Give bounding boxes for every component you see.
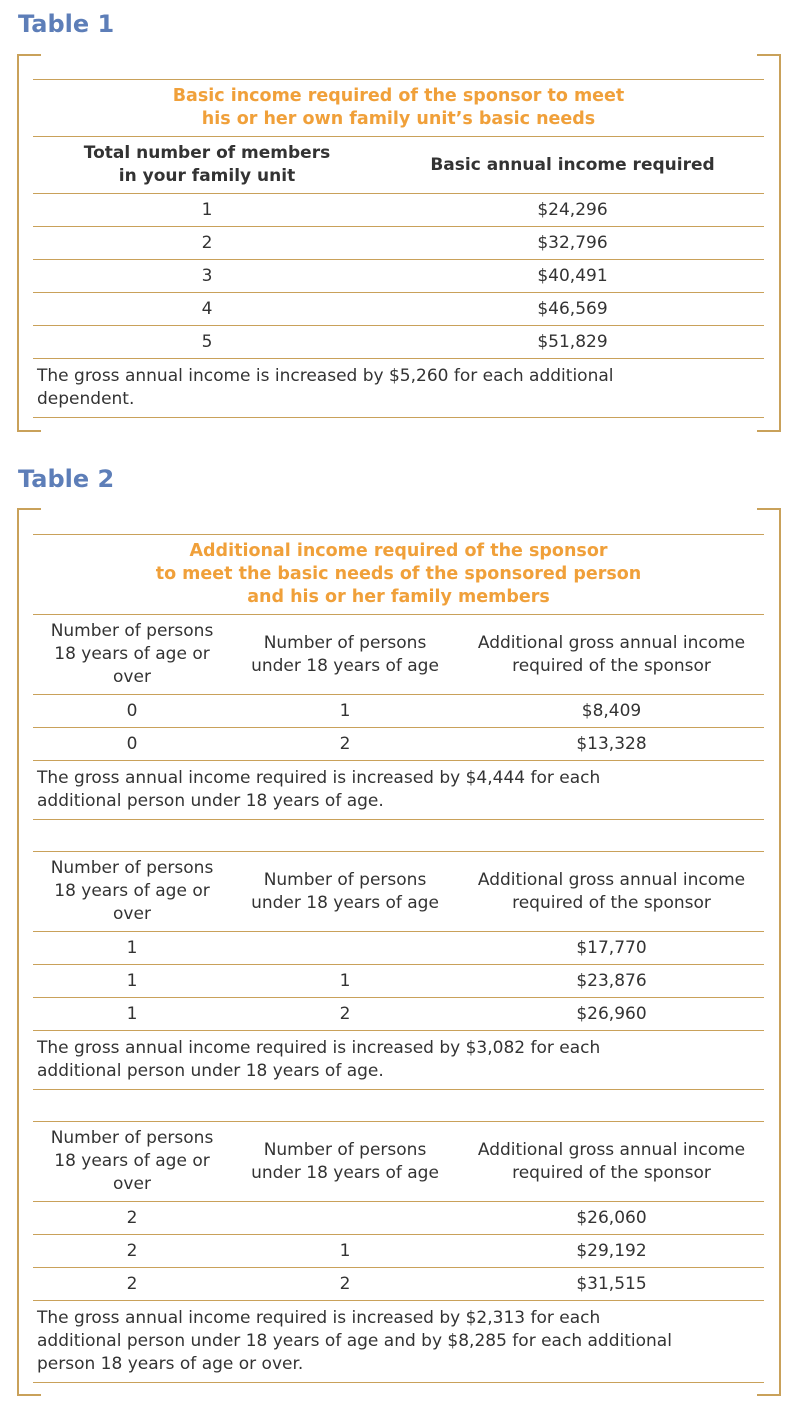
table-row <box>33 1202 764 1235</box>
income-cell: $23,876 <box>459 965 764 998</box>
table-row <box>33 695 764 728</box>
table-1 <box>33 79 764 418</box>
table-row <box>33 293 764 326</box>
group-2-note: The gross annual income required is increased by $3,082 for each additional person under 18 years of age. <box>33 1031 764 1090</box>
col-minors-header: Number of persons under 18 years of age <box>231 1122 459 1202</box>
table-2-heading: Table 2 <box>18 465 115 493</box>
table-1-heading: Table 1 <box>18 10 115 38</box>
col-adults-header: Number of persons 18 years of age or over <box>33 852 231 932</box>
table-row <box>33 194 764 227</box>
income-cell: $17,770 <box>459 932 764 965</box>
adults-cell: 1 <box>33 932 231 965</box>
col-income-header: Additional gross annual income required of the sponsor <box>459 1122 764 1202</box>
table-1-note: The gross annual income is increased by $5,260 for each additional dependent. <box>33 359 764 418</box>
income-cell: $13,328 <box>459 728 764 761</box>
col-minors-header: Number of persons under 18 years of age <box>231 852 459 932</box>
members-cell: 3 <box>33 260 381 293</box>
income-cell: $32,796 <box>381 227 764 260</box>
income-cell: $8,409 <box>459 695 764 728</box>
table-row <box>33 326 764 359</box>
income-cell: $26,960 <box>459 998 764 1031</box>
income-cell: $29,192 <box>459 1235 764 1268</box>
members-cell: 5 <box>33 326 381 359</box>
table-2-caption: Additional income required of the sponsor to meet the basic needs of the sponsored person and his or her family members <box>33 535 764 615</box>
col-income-header: Additional gross annual income required of the sponsor <box>459 615 764 695</box>
income-cell: $40,491 <box>381 260 764 293</box>
adults-cell: 0 <box>33 695 231 728</box>
members-cell: 4 <box>33 293 381 326</box>
col-minors-header: Number of persons under 18 years of age <box>231 615 459 695</box>
table-row <box>33 1268 764 1301</box>
table-1-col-income-header: Basic annual income required <box>381 137 764 194</box>
income-cell: $46,569 <box>381 293 764 326</box>
minors-cell: 2 <box>231 1268 459 1301</box>
minors-cell <box>231 932 459 965</box>
col-adults-header: Number of persons 18 years of age or over <box>33 615 231 695</box>
adults-cell: 1 <box>33 998 231 1031</box>
table-row <box>33 965 764 998</box>
income-cell: $26,060 <box>459 1202 764 1235</box>
table-row <box>33 227 764 260</box>
table-row <box>33 728 764 761</box>
members-cell: 2 <box>33 227 381 260</box>
table-2-caption-table <box>33 534 764 615</box>
adults-cell: 2 <box>33 1202 231 1235</box>
minors-cell <box>231 1202 459 1235</box>
adults-cell: 2 <box>33 1235 231 1268</box>
minors-cell: 1 <box>231 695 459 728</box>
table-row <box>33 932 764 965</box>
table-2-group-1 <box>33 614 764 820</box>
minors-cell: 2 <box>231 998 459 1031</box>
adults-cell: 1 <box>33 965 231 998</box>
table-2-group-2 <box>33 851 764 1090</box>
group-1-note: The gross annual income required is increased by $4,444 for each additional person under 18 years of age. <box>33 761 764 820</box>
adults-cell: 2 <box>33 1268 231 1301</box>
income-cell: $24,296 <box>381 194 764 227</box>
table-2-group-3 <box>33 1121 764 1383</box>
table-1-col-members-header: Total number of members in your family unit <box>33 137 381 194</box>
table-row <box>33 998 764 1031</box>
table-row <box>33 260 764 293</box>
members-cell: 1 <box>33 194 381 227</box>
group-3-note: The gross annual income required is increased by $2,313 for each additional person under 18 years of age and by $8,285 for each additional person 18 years of age or over. <box>33 1301 764 1383</box>
minors-cell: 1 <box>231 965 459 998</box>
minors-cell: 2 <box>231 728 459 761</box>
income-cell: $51,829 <box>381 326 764 359</box>
minors-cell: 1 <box>231 1235 459 1268</box>
table-row <box>33 1235 764 1268</box>
col-income-header: Additional gross annual income required of the sponsor <box>459 852 764 932</box>
col-adults-header: Number of persons 18 years of age or over <box>33 1122 231 1202</box>
income-cell: $31,515 <box>459 1268 764 1301</box>
adults-cell: 0 <box>33 728 231 761</box>
table-1-caption: Basic income required of the sponsor to meet his or her own family unit’s basic needs <box>33 80 764 137</box>
